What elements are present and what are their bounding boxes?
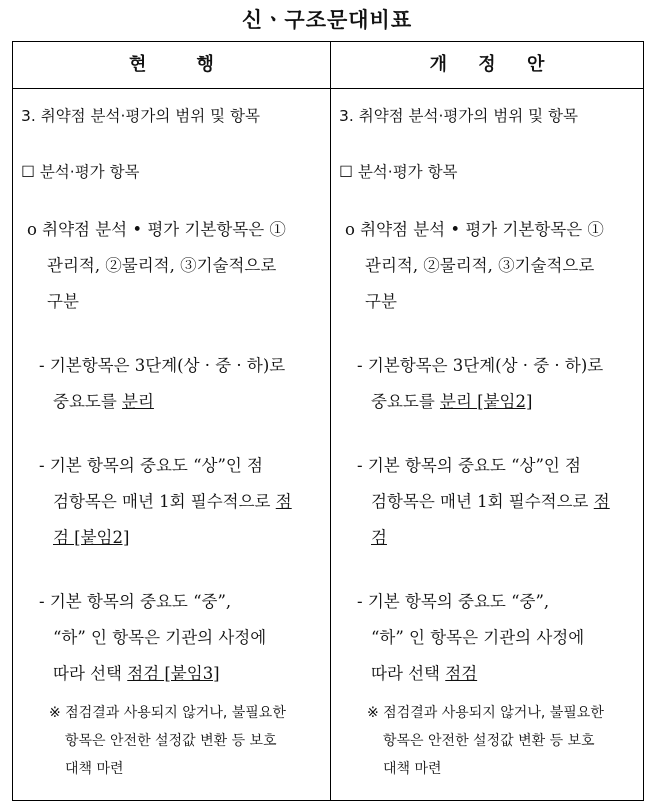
underlined-text: 점검 [붙임3]	[127, 664, 220, 683]
revised-column	[331, 88, 648, 802]
note-line: 대책 마련	[383, 761, 442, 777]
bullet-line: o 취약점 분석 • 평가 기본항목은 ①	[27, 220, 286, 239]
item-heading: ☐ 분석·평가 항목	[21, 163, 140, 181]
dash-line: - 기본 항목의 중요도 “상”인 점	[39, 456, 263, 475]
dash-line: - 기본항목은 3단계(상 · 중 · 하)로	[39, 356, 286, 375]
header-revised: 개 정 안	[429, 54, 545, 75]
note-line: 항목은 안전한 설정값 변환 등 보호	[65, 733, 277, 749]
dash-line: 중요도를 분리	[53, 392, 154, 411]
bullet-line: 구분	[47, 292, 79, 311]
bullet-line: 관리적, ②물리적, ③기술적으로	[365, 256, 595, 275]
dash-line: “하” 인 항목은 기관의 사정에	[53, 628, 267, 647]
underlined-text: 검	[371, 528, 387, 547]
underlined-text: 분리 [붙임2]	[440, 392, 533, 411]
underlined-text: 점	[275, 492, 292, 511]
underlined-text: 점검	[445, 664, 478, 683]
bullet-line: 구분	[365, 292, 397, 311]
bullet-line: o 취약점 분석 • 평가 기본항목은 ①	[345, 220, 604, 239]
dash-line: 따라 선택 점검	[371, 664, 478, 683]
section-heading: 3. 취약점 분석·평가의 범위 및 항목	[339, 107, 579, 125]
note-line: 대책 마련	[65, 761, 124, 777]
underlined-text: 검 [붙임2]	[53, 528, 130, 547]
dash-line: - 기본 항목의 중요도 “상”인 점	[357, 456, 581, 475]
dash-line: - 기본 항목의 중요도 “중”,	[39, 592, 232, 611]
bullet-line: 관리적, ②물리적, ③기술적으로	[47, 256, 277, 275]
dash-line: 검항목은 매년 1회 필수적으로 점	[371, 492, 610, 511]
note-line: ※ 점검결과 사용되지 않거나, 불필요한	[367, 705, 604, 721]
current-column	[13, 88, 330, 802]
note-line: 항목은 안전한 설정값 변환 등 보호	[383, 733, 595, 749]
dash-line: 중요도를 분리 [붙임2]	[371, 392, 533, 411]
note-line: ※ 점검결과 사용되지 않거나, 불필요한	[49, 705, 286, 721]
underlined-text: 분리	[122, 392, 154, 411]
dash-line: - 기본 항목의 중요도 “중”,	[357, 592, 550, 611]
dash-line: - 기본항목은 3단계(상 · 중 · 하)로	[357, 356, 604, 375]
dash-line: “하” 인 항목은 기관의 사정에	[371, 628, 585, 647]
comparison-table	[12, 41, 644, 801]
document-title: 신ㆍ구조문대비표	[241, 8, 413, 32]
dash-line: 따라 선택 점검 [붙임3]	[53, 664, 220, 683]
section-heading: 3. 취약점 분석·평가의 범위 및 항목	[21, 107, 261, 125]
header-current: 현 행	[129, 54, 214, 75]
dash-line: 검항목은 매년 1회 필수적으로 점	[53, 492, 292, 511]
item-heading: ☐ 분석·평가 항목	[339, 163, 458, 181]
underlined-text: 점	[593, 492, 610, 511]
